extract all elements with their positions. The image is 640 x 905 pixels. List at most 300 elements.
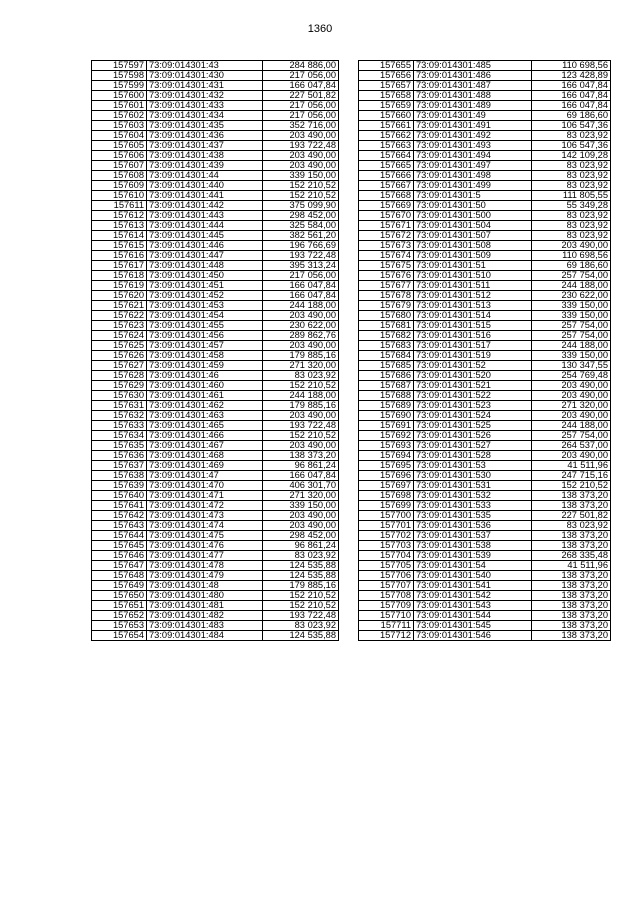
table-row (359, 221, 611, 231)
table-row (359, 151, 611, 161)
table-row (359, 251, 611, 261)
cadastral-value: 244 188,00 (263, 301, 339, 311)
row-number: 157684 (359, 351, 414, 361)
cadastral-number: 73:09:014301:432 (147, 91, 263, 101)
table-row (92, 281, 339, 291)
table-row (359, 271, 611, 281)
table-row (359, 141, 611, 151)
row-number: 157630 (92, 391, 147, 401)
cadastral-number: 73:09:014301:445 (147, 231, 263, 241)
row-number: 157663 (359, 141, 414, 151)
cadastral-value: 166 047,84 (532, 81, 611, 91)
row-number: 157638 (92, 471, 147, 481)
table-row (359, 301, 611, 311)
table-row (359, 441, 611, 451)
cadastral-value: 152 210,52 (263, 431, 339, 441)
cadastral-number: 73:09:014301:452 (147, 291, 263, 301)
table-row (359, 611, 611, 621)
cadastral-number: 73:09:014301:52 (414, 361, 532, 371)
cadastral-number: 73:09:014301:512 (414, 291, 532, 301)
row-number: 157664 (359, 151, 414, 161)
cadastral-number: 73:09:014301:527 (414, 441, 532, 451)
cadastral-number: 73:09:014301:448 (147, 261, 263, 271)
cadastral-number: 73:09:014301:487 (414, 81, 532, 91)
cadastral-value: 196 766,69 (263, 241, 339, 251)
table-row (92, 581, 339, 591)
cadastral-value: 152 210,52 (263, 381, 339, 391)
cadastral-value: 166 047,84 (532, 101, 611, 111)
cadastral-value: 352 716,00 (263, 121, 339, 131)
table-row (92, 381, 339, 391)
table-row (92, 81, 339, 91)
table-row (359, 241, 611, 251)
cadastral-number: 73:09:014301:443 (147, 211, 263, 221)
row-number: 157668 (359, 191, 414, 201)
table-row (92, 401, 339, 411)
table-row (92, 121, 339, 131)
cadastral-number: 73:09:014301:537 (414, 531, 532, 541)
table-row (359, 371, 611, 381)
row-number: 157676 (359, 271, 414, 281)
cadastral-value: 227 501,82 (263, 91, 339, 101)
cadastral-value: 271 320,00 (532, 401, 611, 411)
table-row (92, 61, 339, 71)
cadastral-value: 41 511,96 (532, 461, 611, 471)
cadastral-value: 284 886,00 (263, 61, 339, 71)
row-number: 157696 (359, 471, 414, 481)
row-number: 157613 (92, 221, 147, 231)
cadastral-number: 73:09:014301:480 (147, 591, 263, 601)
table-row (92, 431, 339, 441)
table-row (92, 181, 339, 191)
row-number: 157661 (359, 121, 414, 131)
cadastral-value: 83 023,92 (263, 551, 339, 561)
cadastral-value: 83 023,92 (263, 621, 339, 631)
cadastral-value: 203 490,00 (263, 511, 339, 521)
table-row (92, 201, 339, 211)
cadastral-number: 73:09:014301:473 (147, 511, 263, 521)
row-number: 157650 (92, 591, 147, 601)
table-row (92, 361, 339, 371)
cadastral-value: 166 047,84 (263, 81, 339, 91)
cadastral-number: 73:09:014301:466 (147, 431, 263, 441)
cadastral-number: 73:09:014301:442 (147, 201, 263, 211)
cadastral-number: 73:09:014301:451 (147, 281, 263, 291)
table-row (359, 381, 611, 391)
row-number: 157695 (359, 461, 414, 471)
cadastral-number: 73:09:014301:515 (414, 321, 532, 331)
cadastral-number: 73:09:014301:44 (147, 171, 263, 181)
cadastral-value: 110 698,56 (532, 251, 611, 261)
row-number: 157642 (92, 511, 147, 521)
cadastral-value: 193 722,48 (263, 251, 339, 261)
cadastral-value: 166 047,84 (532, 91, 611, 101)
table-row (359, 581, 611, 591)
table-row (359, 491, 611, 501)
row-number: 157629 (92, 381, 147, 391)
cadastral-value: 247 715,16 (532, 471, 611, 481)
cadastral-value: 325 584,00 (263, 221, 339, 231)
cadastral-value: 395 313,24 (263, 261, 339, 271)
cadastral-number: 73:09:014301:463 (147, 411, 263, 421)
cadastral-value: 138 373,20 (532, 541, 611, 551)
table-row (92, 501, 339, 511)
row-number: 157701 (359, 521, 414, 531)
cadastral-number: 73:09:014301:489 (414, 101, 532, 111)
table-row (92, 601, 339, 611)
table-row (92, 231, 339, 241)
table-row (359, 361, 611, 371)
cadastral-value: 83 023,92 (532, 161, 611, 171)
table-row (359, 621, 611, 631)
row-number: 157635 (92, 441, 147, 451)
cadastral-value: 203 490,00 (532, 391, 611, 401)
cadastral-value: 83 023,92 (532, 131, 611, 141)
row-number: 157690 (359, 411, 414, 421)
row-number: 157636 (92, 451, 147, 461)
table-row (92, 551, 339, 561)
table-row (359, 591, 611, 601)
cadastral-number: 73:09:014301:460 (147, 381, 263, 391)
table-row (92, 591, 339, 601)
table-row (359, 341, 611, 351)
cadastral-number: 73:09:014301:433 (147, 101, 263, 111)
cadastral-number: 73:09:014301:497 (414, 161, 532, 171)
cadastral-number: 73:09:014301:481 (147, 601, 263, 611)
cadastral-value: 271 320,00 (263, 361, 339, 371)
cadastral-value: 138 373,20 (532, 631, 611, 641)
table-row (92, 311, 339, 321)
row-number: 157711 (359, 621, 414, 631)
row-number: 157598 (92, 71, 147, 81)
cadastral-number: 73:09:014301:488 (414, 91, 532, 101)
table-row (359, 121, 611, 131)
cadastral-value: 257 754,00 (532, 321, 611, 331)
cadastral-number: 73:09:014301:521 (414, 381, 532, 391)
row-number: 157648 (92, 571, 147, 581)
cadastral-number: 73:09:014301:535 (414, 511, 532, 521)
cadastral-number: 73:09:014301:532 (414, 491, 532, 501)
cadastral-value: 203 490,00 (263, 411, 339, 421)
cadastral-number: 73:09:014301:462 (147, 401, 263, 411)
table-row (92, 341, 339, 351)
table-row (92, 131, 339, 141)
row-number: 157645 (92, 541, 147, 551)
row-number: 157662 (359, 131, 414, 141)
cadastral-value: 138 373,20 (532, 621, 611, 631)
cadastral-number: 73:09:014301:439 (147, 161, 263, 171)
cadastral-number: 73:09:014301:471 (147, 491, 263, 501)
cadastral-number: 73:09:014301:48 (147, 581, 263, 591)
row-number: 157681 (359, 321, 414, 331)
table-row (92, 291, 339, 301)
cadastral-number: 73:09:014301:5 (414, 191, 532, 201)
table-row (92, 461, 339, 471)
table-row (359, 101, 611, 111)
table-row (92, 161, 339, 171)
row-number: 157656 (359, 71, 414, 81)
row-number: 157704 (359, 551, 414, 561)
cadastral-number: 73:09:014301:491 (414, 121, 532, 131)
table-row (359, 191, 611, 201)
cadastral-value: 193 722,48 (263, 141, 339, 151)
table-row (359, 601, 611, 611)
table-row (92, 301, 339, 311)
table-row (359, 111, 611, 121)
table-row (359, 571, 611, 581)
row-number: 157678 (359, 291, 414, 301)
row-number: 157712 (359, 631, 414, 641)
cadastral-value: 298 452,00 (263, 531, 339, 541)
cadastral-value: 111 805,55 (532, 191, 611, 201)
cadastral-value: 203 490,00 (263, 311, 339, 321)
row-number: 157699 (359, 501, 414, 511)
cadastral-number: 73:09:014301:509 (414, 251, 532, 261)
cadastral-value: 138 373,20 (532, 491, 611, 501)
table-row (359, 261, 611, 271)
table-row (359, 561, 611, 571)
row-number: 157700 (359, 511, 414, 521)
cadastral-number: 73:09:014301:520 (414, 371, 532, 381)
table-row (359, 321, 611, 331)
cadastral-value: 203 490,00 (532, 451, 611, 461)
cadastral-value: 339 150,00 (532, 351, 611, 361)
cadastral-number: 73:09:014301:525 (414, 421, 532, 431)
row-number: 157626 (92, 351, 147, 361)
table-row (92, 191, 339, 201)
cadastral-number: 73:09:014301:453 (147, 301, 263, 311)
cadastral-number: 73:09:014301:434 (147, 111, 263, 121)
cadastral-number: 73:09:014301:457 (147, 341, 263, 351)
cadastral-value: 110 698,56 (532, 61, 611, 71)
row-number: 157702 (359, 531, 414, 541)
row-number: 157689 (359, 401, 414, 411)
table-row (359, 281, 611, 291)
table-row (359, 291, 611, 301)
cadastral-value: 69 186,60 (532, 261, 611, 271)
row-number: 157609 (92, 181, 147, 191)
row-number: 157606 (92, 151, 147, 161)
cadastral-value: 69 186,60 (532, 111, 611, 121)
row-number: 157617 (92, 261, 147, 271)
left-ledger-table (91, 60, 339, 641)
cadastral-number: 73:09:014301:474 (147, 521, 263, 531)
row-number: 157692 (359, 431, 414, 441)
cadastral-number: 73:09:014301:479 (147, 571, 263, 581)
cadastral-number: 73:09:014301:498 (414, 171, 532, 181)
cadastral-value: 124 535,88 (263, 631, 339, 641)
cadastral-number: 73:09:014301:441 (147, 191, 263, 201)
table-row (359, 531, 611, 541)
row-number: 157693 (359, 441, 414, 451)
table-row (92, 351, 339, 361)
cadastral-value: 138 373,20 (532, 611, 611, 621)
row-number: 157622 (92, 311, 147, 321)
table-row (92, 511, 339, 521)
cadastral-number: 73:09:014301:47 (147, 471, 263, 481)
row-number: 157634 (92, 431, 147, 441)
table-row (359, 311, 611, 321)
cadastral-value: 244 188,00 (532, 281, 611, 291)
cadastral-number: 73:09:014301:478 (147, 561, 263, 571)
table-row (359, 211, 611, 221)
row-number: 157705 (359, 561, 414, 571)
row-number: 157683 (359, 341, 414, 351)
cadastral-number: 73:09:014301:546 (414, 631, 532, 641)
cadastral-value: 203 490,00 (263, 151, 339, 161)
cadastral-value: 339 150,00 (532, 311, 611, 321)
cadastral-value: 138 373,20 (263, 451, 339, 461)
row-number: 157706 (359, 571, 414, 581)
row-number: 157605 (92, 141, 147, 151)
cadastral-value: 83 023,92 (532, 221, 611, 231)
cadastral-number: 73:09:014301:465 (147, 421, 263, 431)
row-number: 157616 (92, 251, 147, 261)
row-number: 157618 (92, 271, 147, 281)
table-row (359, 461, 611, 471)
row-number: 157709 (359, 601, 414, 611)
cadastral-number: 73:09:014301:436 (147, 131, 263, 141)
cadastral-value: 268 335,48 (532, 551, 611, 561)
cadastral-value: 264 537,00 (532, 441, 611, 451)
cadastral-number: 73:09:014301:543 (414, 601, 532, 611)
table-row (92, 371, 339, 381)
cadastral-value: 152 210,52 (263, 601, 339, 611)
table-row (92, 571, 339, 581)
table-row (359, 351, 611, 361)
cadastral-value: 203 490,00 (263, 131, 339, 141)
cadastral-value: 96 861,24 (263, 461, 339, 471)
cadastral-number: 73:09:014301:522 (414, 391, 532, 401)
table-row (92, 321, 339, 331)
table-row (92, 241, 339, 251)
cadastral-number: 73:09:014301:510 (414, 271, 532, 281)
cadastral-value: 203 490,00 (263, 521, 339, 531)
row-number: 157666 (359, 171, 414, 181)
cadastral-value: 123 428,89 (532, 71, 611, 81)
cadastral-number: 73:09:014301:533 (414, 501, 532, 511)
row-number: 157604 (92, 131, 147, 141)
cadastral-value: 83 023,92 (532, 231, 611, 241)
cadastral-value: 271 320,00 (263, 491, 339, 501)
cadastral-value: 244 188,00 (532, 421, 611, 431)
row-number: 157603 (92, 121, 147, 131)
cadastral-value: 96 861,24 (263, 541, 339, 551)
row-number: 157655 (359, 61, 414, 71)
right-ledger-body (359, 61, 611, 641)
cadastral-number: 73:09:014301:541 (414, 581, 532, 591)
table-row (92, 521, 339, 531)
row-number: 157644 (92, 531, 147, 541)
table-row (359, 401, 611, 411)
cadastral-number: 73:09:014301:454 (147, 311, 263, 321)
cadastral-value: 83 023,92 (532, 181, 611, 191)
cadastral-number: 73:09:014301:513 (414, 301, 532, 311)
table-row (359, 631, 611, 641)
table-row (359, 521, 611, 531)
cadastral-number: 73:09:014301:444 (147, 221, 263, 231)
cadastral-number: 73:09:014301:499 (414, 181, 532, 191)
table-row (359, 451, 611, 461)
cadastral-number: 73:09:014301:472 (147, 501, 263, 511)
cadastral-value: 193 722,48 (263, 421, 339, 431)
cadastral-number: 73:09:014301:470 (147, 481, 263, 491)
cadastral-value: 203 490,00 (532, 241, 611, 251)
row-number: 157608 (92, 171, 147, 181)
table-row (92, 171, 339, 181)
table-row (92, 271, 339, 281)
row-number: 157708 (359, 591, 414, 601)
row-number: 157660 (359, 111, 414, 121)
cadastral-value: 166 047,84 (263, 471, 339, 481)
cadastral-number: 73:09:014301:447 (147, 251, 263, 261)
table-row (359, 61, 611, 71)
cadastral-number: 73:09:014301:459 (147, 361, 263, 371)
row-number: 157597 (92, 61, 147, 71)
row-number: 157707 (359, 581, 414, 591)
table-row (92, 481, 339, 491)
cadastral-value: 152 210,52 (263, 181, 339, 191)
cadastral-number: 73:09:014301:484 (147, 631, 263, 641)
table-row (359, 91, 611, 101)
cadastral-number: 73:09:014301:507 (414, 231, 532, 241)
cadastral-number: 73:09:014301:431 (147, 81, 263, 91)
table-row (359, 161, 611, 171)
cadastral-number: 73:09:014301:450 (147, 271, 263, 281)
cadastral-value: 152 210,52 (263, 591, 339, 601)
row-number: 157619 (92, 281, 147, 291)
cadastral-value: 257 754,00 (532, 331, 611, 341)
cadastral-number: 73:09:014301:504 (414, 221, 532, 231)
cadastral-value: 179 885,16 (263, 351, 339, 361)
table-row (359, 131, 611, 141)
cadastral-value: 203 490,00 (263, 441, 339, 451)
cadastral-number: 73:09:014301:53 (414, 461, 532, 471)
table-row (359, 171, 611, 181)
cadastral-number: 73:09:014301:511 (414, 281, 532, 291)
table-row (92, 611, 339, 621)
cadastral-value: 106 547,36 (532, 141, 611, 151)
cadastral-value: 375 099,90 (263, 201, 339, 211)
cadastral-number: 73:09:014301:500 (414, 211, 532, 221)
cadastral-number: 73:09:014301:536 (414, 521, 532, 531)
cadastral-number: 73:09:014301:545 (414, 621, 532, 631)
cadastral-value: 217 056,00 (263, 271, 339, 281)
table-row (92, 541, 339, 551)
cadastral-value: 339 150,00 (532, 301, 611, 311)
cadastral-value: 83 023,92 (532, 171, 611, 181)
row-number: 157641 (92, 501, 147, 511)
cadastral-number: 73:09:014301:468 (147, 451, 263, 461)
table-row (359, 81, 611, 91)
table-row (92, 411, 339, 421)
cadastral-value: 254 769,48 (532, 371, 611, 381)
row-number: 157628 (92, 371, 147, 381)
cadastral-value: 138 373,20 (532, 581, 611, 591)
cadastral-number: 73:09:014301:530 (414, 471, 532, 481)
cadastral-value: 166 047,84 (263, 281, 339, 291)
row-number: 157685 (359, 361, 414, 371)
row-number: 157623 (92, 321, 147, 331)
table-row (92, 91, 339, 101)
cadastral-number: 73:09:014301:438 (147, 151, 263, 161)
cadastral-value: 138 373,20 (532, 591, 611, 601)
row-number: 157614 (92, 231, 147, 241)
row-number: 157599 (92, 81, 147, 91)
cadastral-value: 203 490,00 (263, 341, 339, 351)
cadastral-number: 73:09:014301:508 (414, 241, 532, 251)
table-row (92, 491, 339, 501)
